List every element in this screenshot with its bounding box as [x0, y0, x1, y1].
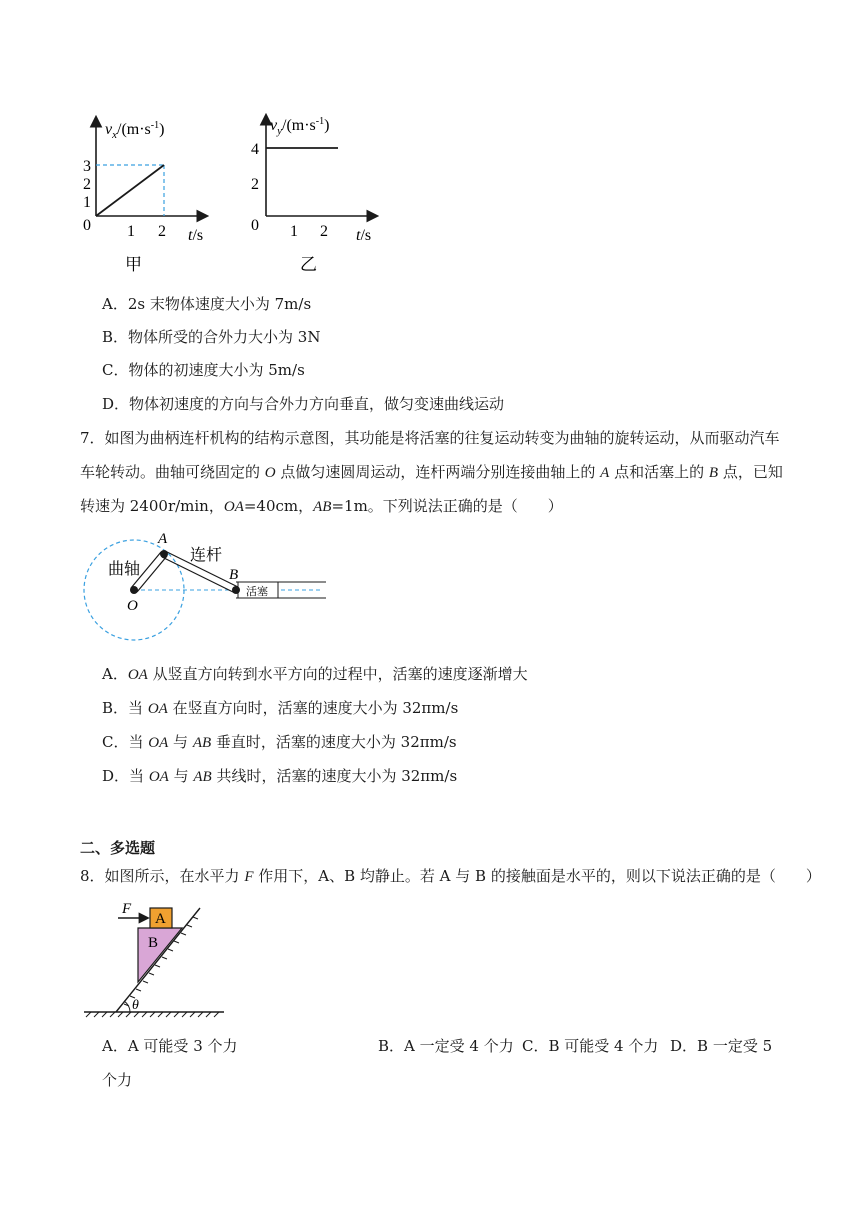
angle-arc	[124, 1001, 130, 1012]
y-tick-2: 2	[251, 176, 259, 193]
y-axis-label: $v_x/(m\cdot s^{-1})$	[105, 120, 165, 141]
label-O: O	[127, 598, 138, 614]
q8-option-d-continued: 个力	[102, 1071, 133, 1089]
q6-option-d[interactable]: D．物体初速度的方向与合外力方向垂直，做匀变速曲线运动	[102, 395, 505, 413]
q7-stem-line1: 7．如图为曲柄连杆机构的结构示意图，其功能是将活塞的往复运动转变为曲轴的旋转运动，从而驱动汽车	[80, 429, 780, 447]
q7-stem-line3: 转速为 2400r/min，OA=40cm，AB=1m。下列说法正确的是（ ）	[80, 497, 563, 515]
ground-hatch	[86, 1012, 219, 1017]
q8-option-a[interactable]: A．A 可能受 3 个力	[102, 1037, 238, 1055]
q7-option-d[interactable]: D．当 OA 与 AB 共线时，活塞的速度大小为 32πm/s	[102, 767, 458, 785]
graph-jia	[78, 110, 228, 280]
label-B: B	[148, 935, 159, 951]
x-tick-2: 2	[320, 223, 328, 240]
label-A: A	[155, 911, 166, 927]
y-tick-1: 1	[83, 194, 91, 211]
y-axis-label: $v_y/(m\cdot s^{-1})$	[270, 116, 330, 137]
point-O	[130, 586, 138, 594]
caption-jia: 甲	[125, 255, 142, 275]
x-axis-label: t/s	[356, 227, 372, 244]
x-axis-label: t/s	[188, 227, 204, 244]
label-F: F	[122, 901, 132, 917]
point-A	[160, 550, 168, 558]
q6-option-a[interactable]: A．2s 末物体速度大小为 7m/s	[102, 295, 312, 313]
q8-option-d[interactable]: D．B 一定受 5	[670, 1037, 773, 1055]
origin-label: 0	[83, 217, 91, 234]
piston-label: 活塞	[246, 585, 268, 598]
y-tick-2: 2	[83, 176, 91, 193]
q7-option-a[interactable]: A．OA 从竖直方向转到水平方向的过程中，活塞的速度逐渐增大	[102, 665, 528, 683]
q8-option-c[interactable]: C．B 可能受 4 个力	[522, 1037, 659, 1055]
label-theta: θ	[132, 998, 139, 1013]
q6-option-b[interactable]: B．物体所受的合外力大小为 3N	[102, 328, 321, 346]
label-B: B	[229, 567, 239, 583]
section-title: 二、多选题	[80, 839, 156, 857]
graph-yi	[248, 110, 398, 280]
origin-label: 0	[251, 217, 259, 234]
crank-mechanism-figure	[78, 528, 338, 646]
caption-yi: 乙	[300, 255, 317, 275]
x-tick-1: 1	[290, 223, 298, 240]
q7-option-c[interactable]: C．当 OA 与 AB 垂直时，活塞的速度大小为 32πm/s	[102, 733, 457, 751]
y-tick-4: 4	[251, 141, 259, 158]
x-tick-1: 1	[127, 223, 135, 240]
y-tick-3: 3	[83, 158, 91, 175]
series-line	[96, 165, 164, 216]
block-B	[138, 928, 182, 982]
q7-stem-line2: 车轮转动。曲轴可绕固定的 O 点做匀速圆周运动，连杆两端分别连接曲轴上的 A 点和活塞上的 B 点，已知	[80, 463, 783, 481]
q7-option-b[interactable]: B．当 OA 在竖直方向时，活塞的速度大小为 32πm/s	[102, 699, 459, 717]
label-A: A	[158, 531, 168, 547]
q6-option-c[interactable]: C．物体的初速度大小为 5m/s	[102, 361, 305, 379]
label-rod: 连杆	[190, 545, 223, 564]
q8-option-b[interactable]: B．A 一定受 4 个力	[378, 1037, 514, 1055]
label-crank: 曲轴	[108, 559, 141, 578]
point-B	[232, 586, 240, 594]
incline-blocks-figure	[78, 896, 238, 1022]
x-tick-2: 2	[158, 223, 166, 240]
q8-stem: 8．如图所示，在水平力 F 作用下，A、B 均静止。若 A 与 B 的接触面是水平的，则以下说法正确的是（ ）	[80, 867, 821, 885]
